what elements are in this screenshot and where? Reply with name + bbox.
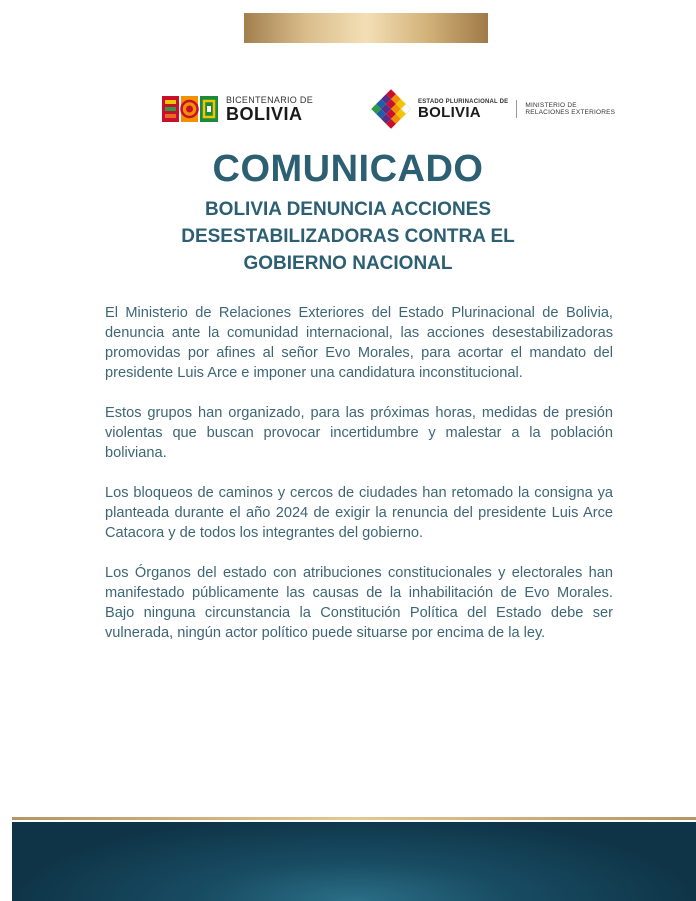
page-subtitle: BOLIVIA DENUNCIA ACCIONES DESESTABILIZADORAS CONTRA EL GOBIERNO NACIONAL xyxy=(181,199,515,274)
paragraph-1: El Ministerio de Relaciones Exteriores del Estado Plurinacional de Bolivia, denuncia ante la comunidad internacional, las acciones desestabilizadoras promovidas por afines al señor Evo Morales, para acortar el mandato del presidente Luis Arce e imponer una candidatura inconstitucional. xyxy=(105,305,613,381)
page-title: COMUNICADO xyxy=(212,148,484,190)
bicentenario-logo xyxy=(162,95,313,123)
paragraph-3: Los bloqueos de caminos y cercos de ciudades han retomado la consigna ya planteada durante el año 2024 de exigir la renuncia del presidente Luis Arce Catacora y de todos los integrantes del gobierno. xyxy=(105,485,613,541)
ministry-line-1: MINISTERIO DE xyxy=(525,101,577,109)
bicentenario-emblem-icon xyxy=(162,96,218,122)
logo-divider xyxy=(516,100,517,118)
paragraph-4: Los Órganos del estado con atribuciones constitucionales y electorales han manifestado públicamente las causas de la inhabilitación de Evo Morales. Bajo ninguna circunstancia la Constitución Política del Estado debe ser vulnerada, ningún actor político puede situarse por encima de la ley. xyxy=(105,565,613,641)
bicentenario-big-text: BOLIVIA xyxy=(226,103,303,124)
ministry-line-2: RELACIONES EXTERIORES xyxy=(525,109,616,116)
estado-big-text: BOLIVIA xyxy=(418,103,481,121)
footer-band xyxy=(12,822,696,901)
bicentenario-small-text: BICENTENARIO DE xyxy=(226,94,314,105)
wiphala-emblem-icon xyxy=(370,88,412,130)
communique-body xyxy=(105,303,613,663)
gold-header-bar xyxy=(244,13,488,43)
estado-plurinacional-logo xyxy=(370,88,615,130)
paragraph-2: Estos grupos han organizado, para las próximas horas, medidas de presión violentas que buscan provocar incertidumbre y malestar a la población boliviana. xyxy=(105,405,613,461)
ministry-name xyxy=(525,102,615,117)
estado-small-text: ESTADO PLURINACIONAL DE xyxy=(418,98,509,105)
footer-gold-line xyxy=(12,817,696,820)
